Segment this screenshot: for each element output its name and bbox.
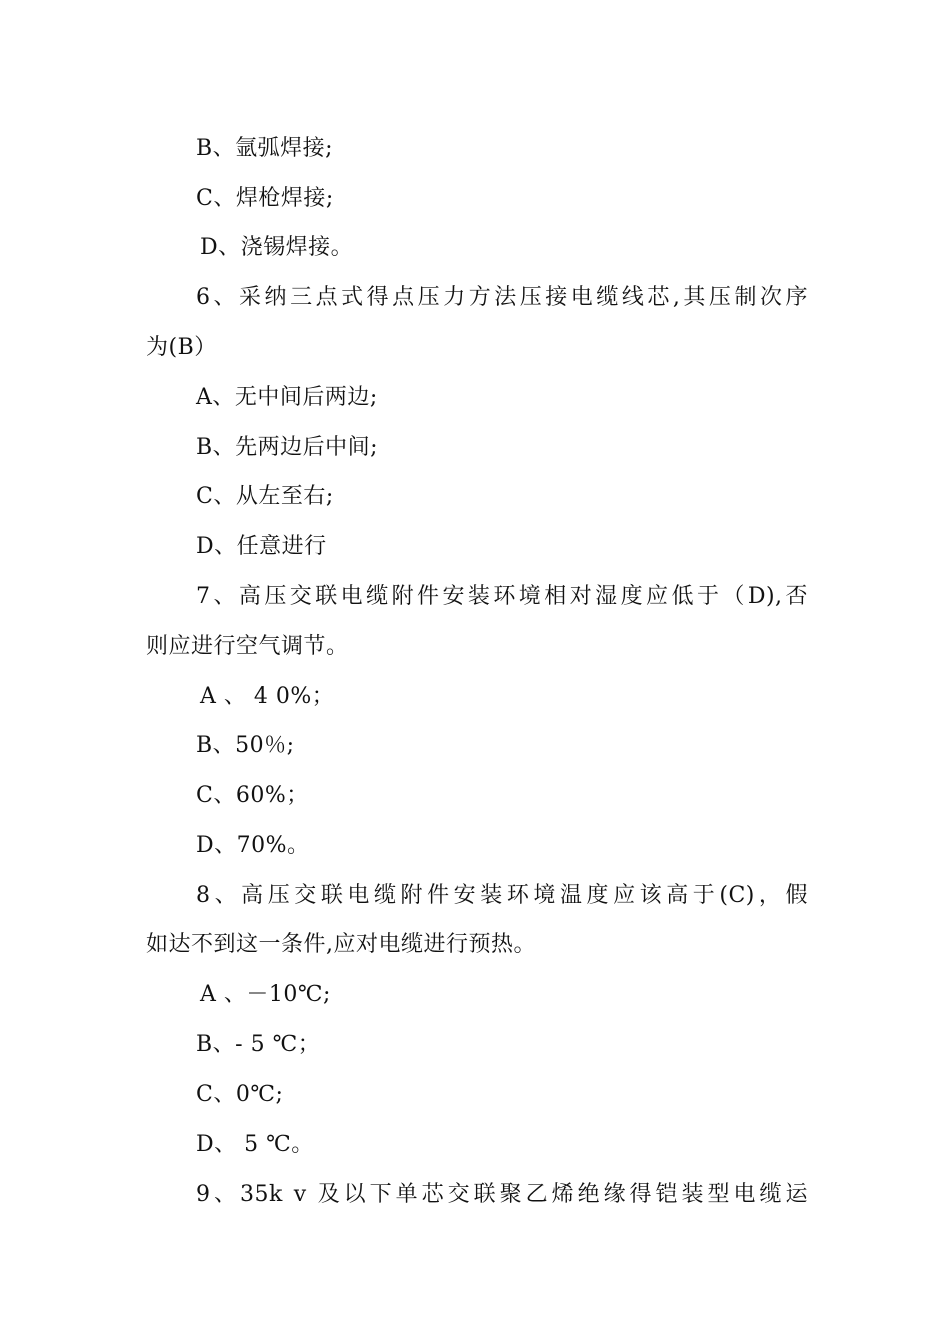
option-d-q7: D、70%。 [196, 833, 310, 858]
option-a-q8: A 、－10℃; [200, 982, 331, 1007]
option-b-q5: B、氩弧焊接; [196, 136, 334, 161]
question-6-continuation: 为(B） [146, 335, 217, 360]
option-b-q7: B、50％; [196, 733, 295, 758]
option-b-q8: B、- 5 ℃； [196, 1032, 321, 1057]
option-c-q8: C、0℃; [196, 1082, 284, 1107]
option-c-q7: C、60%； [196, 783, 309, 808]
question-9: 9、35k v 及以下单芯交联聚乙烯绝缘得铠装型电缆运 [196, 1182, 808, 1207]
question-7: 7、高压交联电缆附件安装环境相对湿度应低于（D),否 [196, 584, 808, 609]
option-b-q6: B、先两边后中间; [196, 435, 379, 460]
option-a-q6: A、无中间后两边; [196, 385, 378, 410]
option-c-q6: C、从左至右; [196, 484, 334, 509]
question-8-continuation: 如达不到这一条件,应对电缆进行预热。 [146, 932, 536, 957]
option-d-q5: D、浇锡焊接。 [200, 235, 354, 260]
option-d-q6: D、任意进行 [196, 534, 327, 559]
question-7-continuation: 则应进行空气调节。 [146, 634, 349, 659]
option-a-q7: A 、 4 0%； [200, 684, 335, 709]
question-8: 8、高压交联电缆附件安装环境温度应该高于(C)，假 [196, 883, 808, 908]
option-c-q5: C、焊枪焊接; [196, 186, 334, 211]
option-d-q8: D、 5 ℃。 [196, 1132, 314, 1157]
question-6: 6、采纳三点式得点压力方法压接电缆线芯,其压制次序 [196, 285, 808, 310]
